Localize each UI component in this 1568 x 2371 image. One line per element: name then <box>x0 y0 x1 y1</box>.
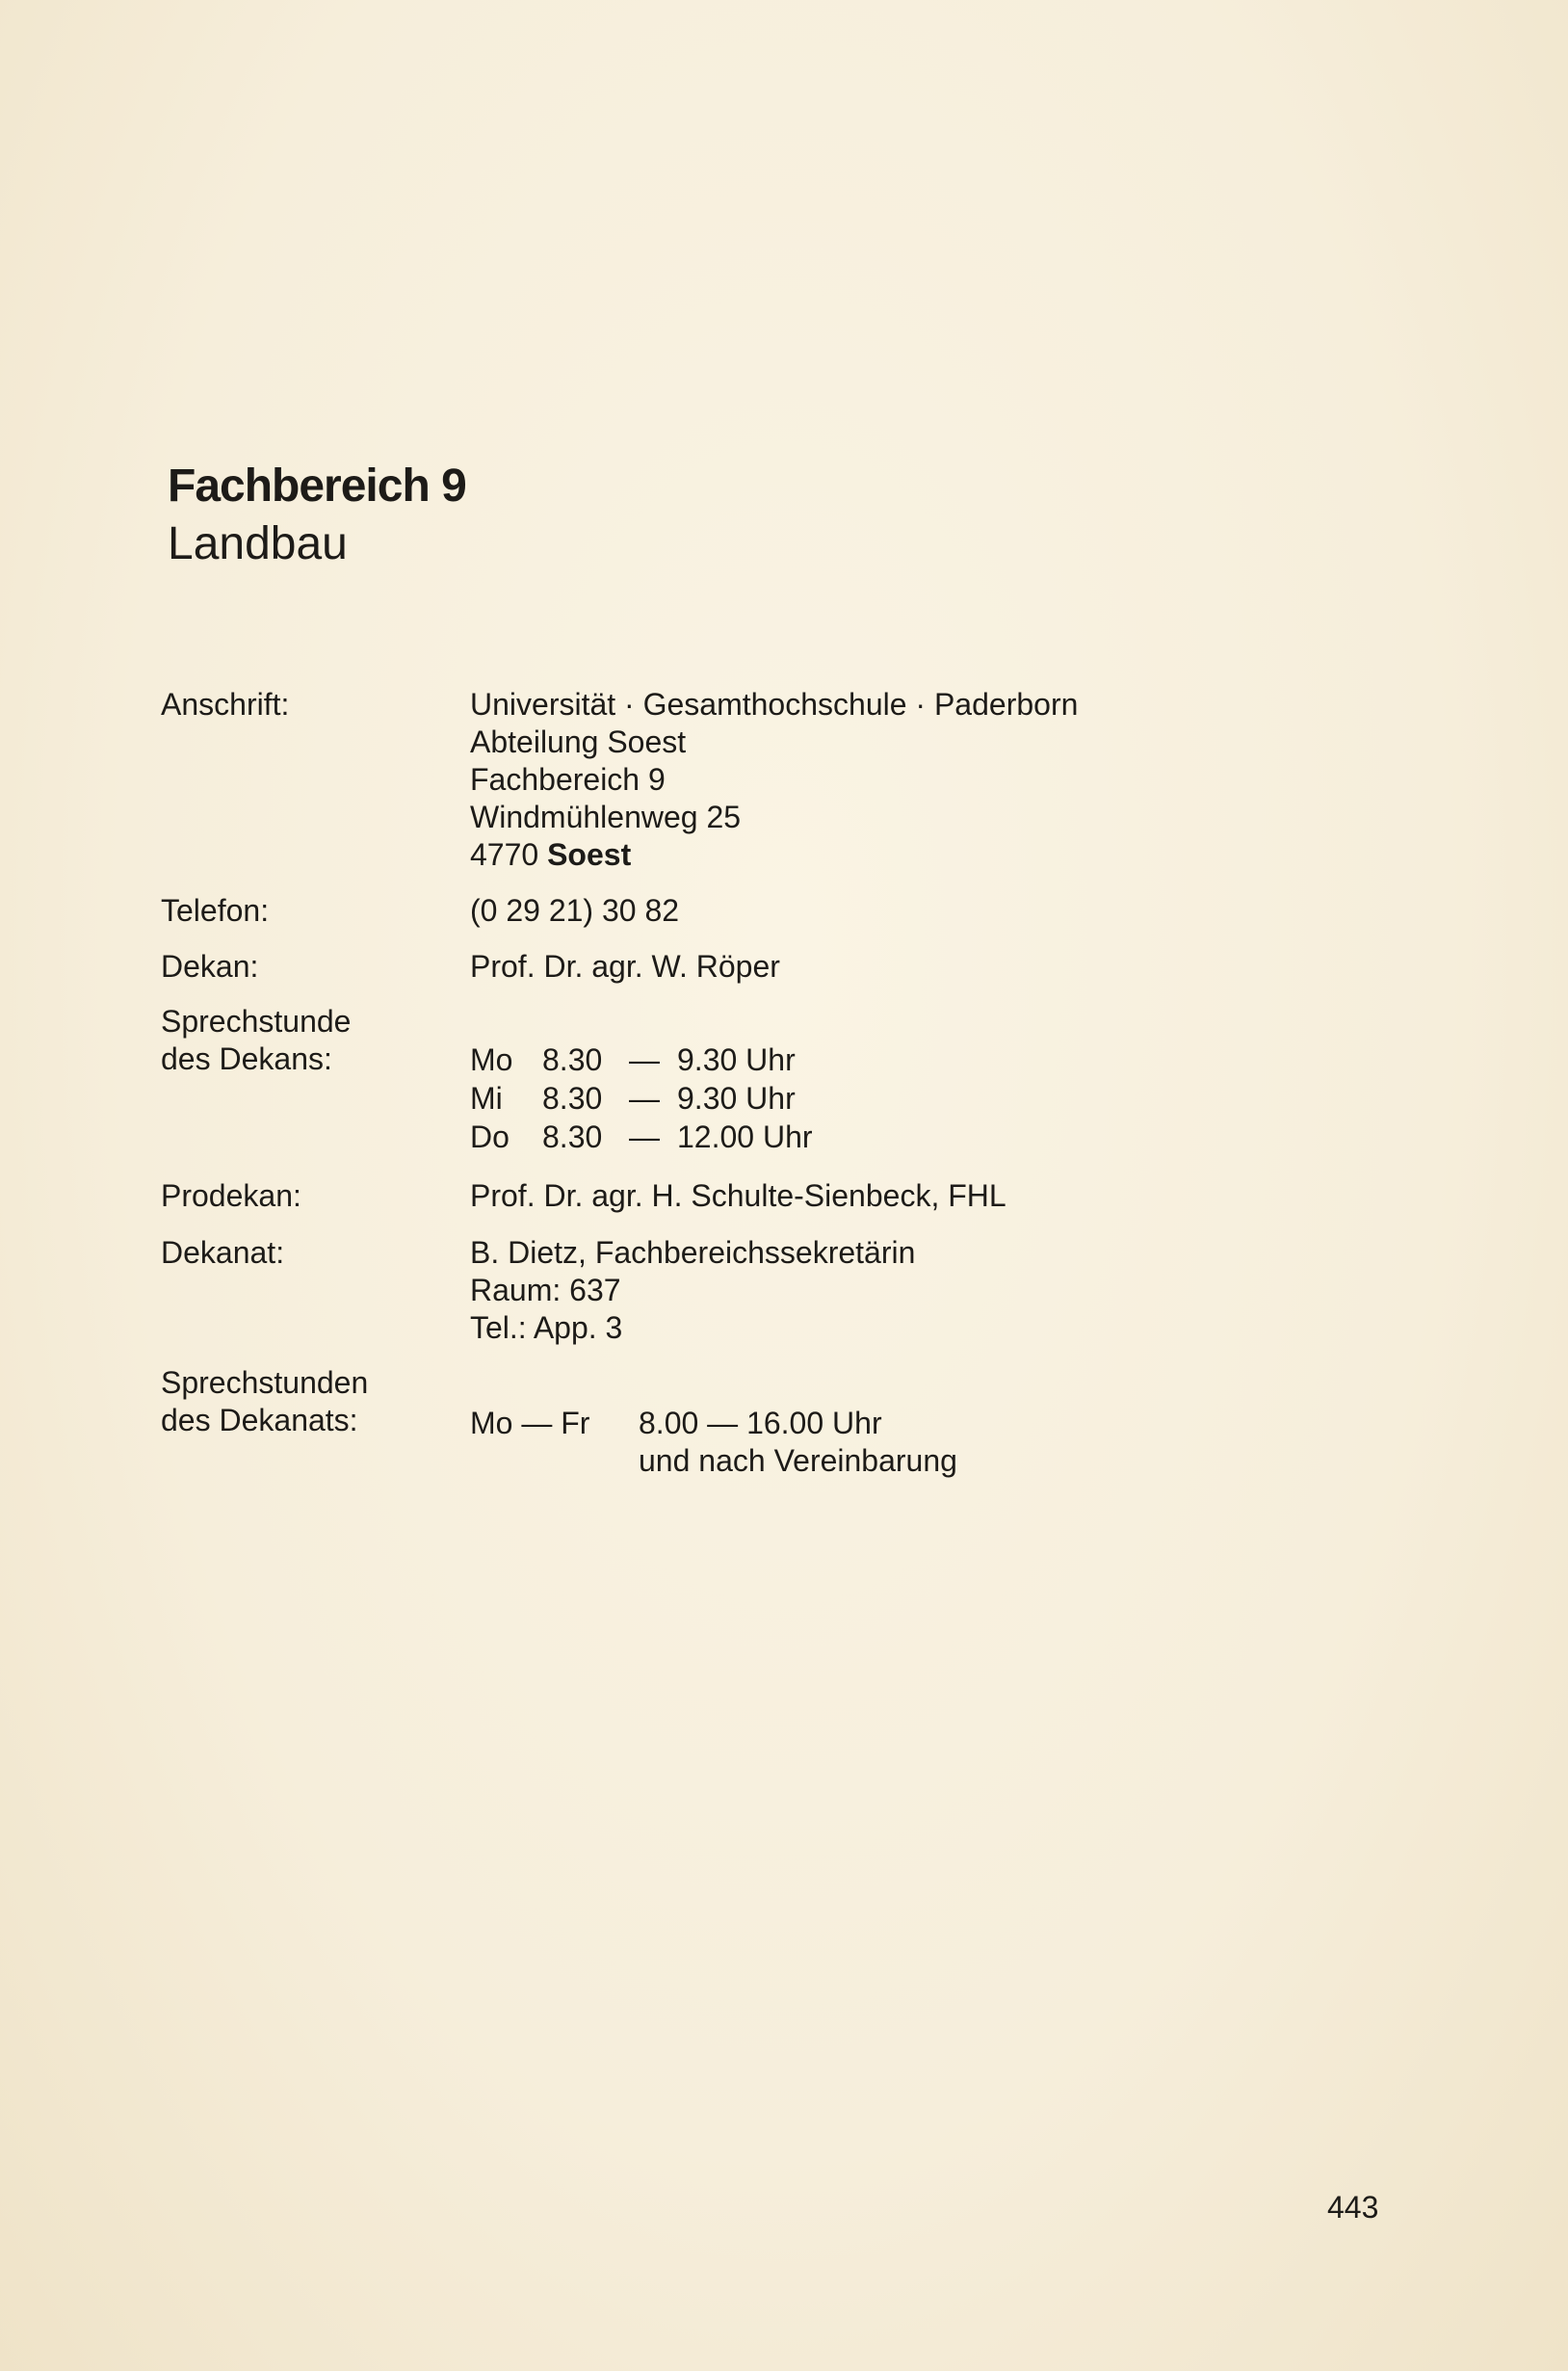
office-block <box>470 1234 915 1347</box>
office-hours-days: Mo — Fr <box>470 1406 590 1440</box>
vice-dean-label: Prodekan: <box>161 1178 301 1213</box>
dean-hours-row <box>470 1041 813 1079</box>
office-hours-block <box>470 1405 957 1480</box>
hours-from: 8.30 <box>542 1120 603 1154</box>
hours-day: Do <box>470 1120 510 1154</box>
dean-value: Prof. Dr. agr. W. Röper <box>470 949 780 984</box>
phone-label: Telefon: <box>161 893 270 928</box>
address-line-1: Universität · Gesamthochschule · Paderborn <box>470 687 1079 722</box>
address-block <box>470 686 1078 874</box>
address-label: Anschrift: <box>161 687 290 722</box>
vice-dean-value: Prof. Dr. agr. H. Schulte-Sienbeck, FHL <box>470 1178 1006 1213</box>
hours-dash: — <box>629 1081 660 1116</box>
hours-to: 9.30 Uhr <box>677 1042 796 1077</box>
address-line-4: Windmühlenweg 25 <box>470 800 742 834</box>
office-hours-label <box>161 1364 368 1439</box>
phone-value: (0 29 21) 30 82 <box>470 893 680 928</box>
department-subtitle: Landbau <box>168 518 348 569</box>
dean-label: Dekan: <box>161 949 259 984</box>
address-city-line <box>470 836 1078 874</box>
address-postcode: 4770 <box>470 837 539 872</box>
dean-hours-table <box>470 1041 813 1156</box>
office-label: Dekanat: <box>161 1235 285 1270</box>
dean-hours-label-line-1: Sprechstunde <box>161 1004 352 1039</box>
office-hours-note-line <box>470 1442 957 1480</box>
hours-to: 12.00 Uhr <box>677 1120 813 1154</box>
dean-hours-row <box>470 1079 813 1118</box>
address-line-2: Abteilung Soest <box>470 724 687 759</box>
page-number: 443 <box>1327 2190 1379 2225</box>
dean-hours-label-line-2: des Dekans: <box>161 1041 332 1076</box>
office-line-3: Tel.: App. 3 <box>470 1310 623 1345</box>
office-hours-label-line-2: des Dekanats: <box>161 1403 358 1437</box>
address-city: Soest <box>547 837 632 872</box>
dean-hours-row <box>470 1118 813 1156</box>
hours-dash: — <box>629 1120 660 1154</box>
page-heading <box>168 458 466 573</box>
hours-dash: — <box>629 1042 660 1077</box>
hours-day: Mi <box>470 1081 503 1116</box>
department-title: Fachbereich 9 <box>168 461 466 512</box>
hours-from: 8.30 <box>542 1042 603 1077</box>
hours-day: Mo <box>470 1042 513 1077</box>
office-hours-line <box>470 1405 957 1442</box>
hours-from: 8.30 <box>542 1081 603 1116</box>
hours-to: 9.30 Uhr <box>677 1081 796 1116</box>
office-line-1: B. Dietz, Fachbereichssekretärin <box>470 1235 916 1270</box>
office-hours-label-line-1: Sprechstunden <box>161 1365 369 1400</box>
dean-hours-label <box>161 1003 351 1078</box>
office-line-2: Raum: 637 <box>470 1273 621 1307</box>
address-line-3: Fachbereich 9 <box>470 762 666 797</box>
office-hours-time: 8.00 — 16.00 Uhr <box>639 1406 882 1440</box>
office-hours-note: und nach Vereinbarung <box>639 1443 957 1478</box>
